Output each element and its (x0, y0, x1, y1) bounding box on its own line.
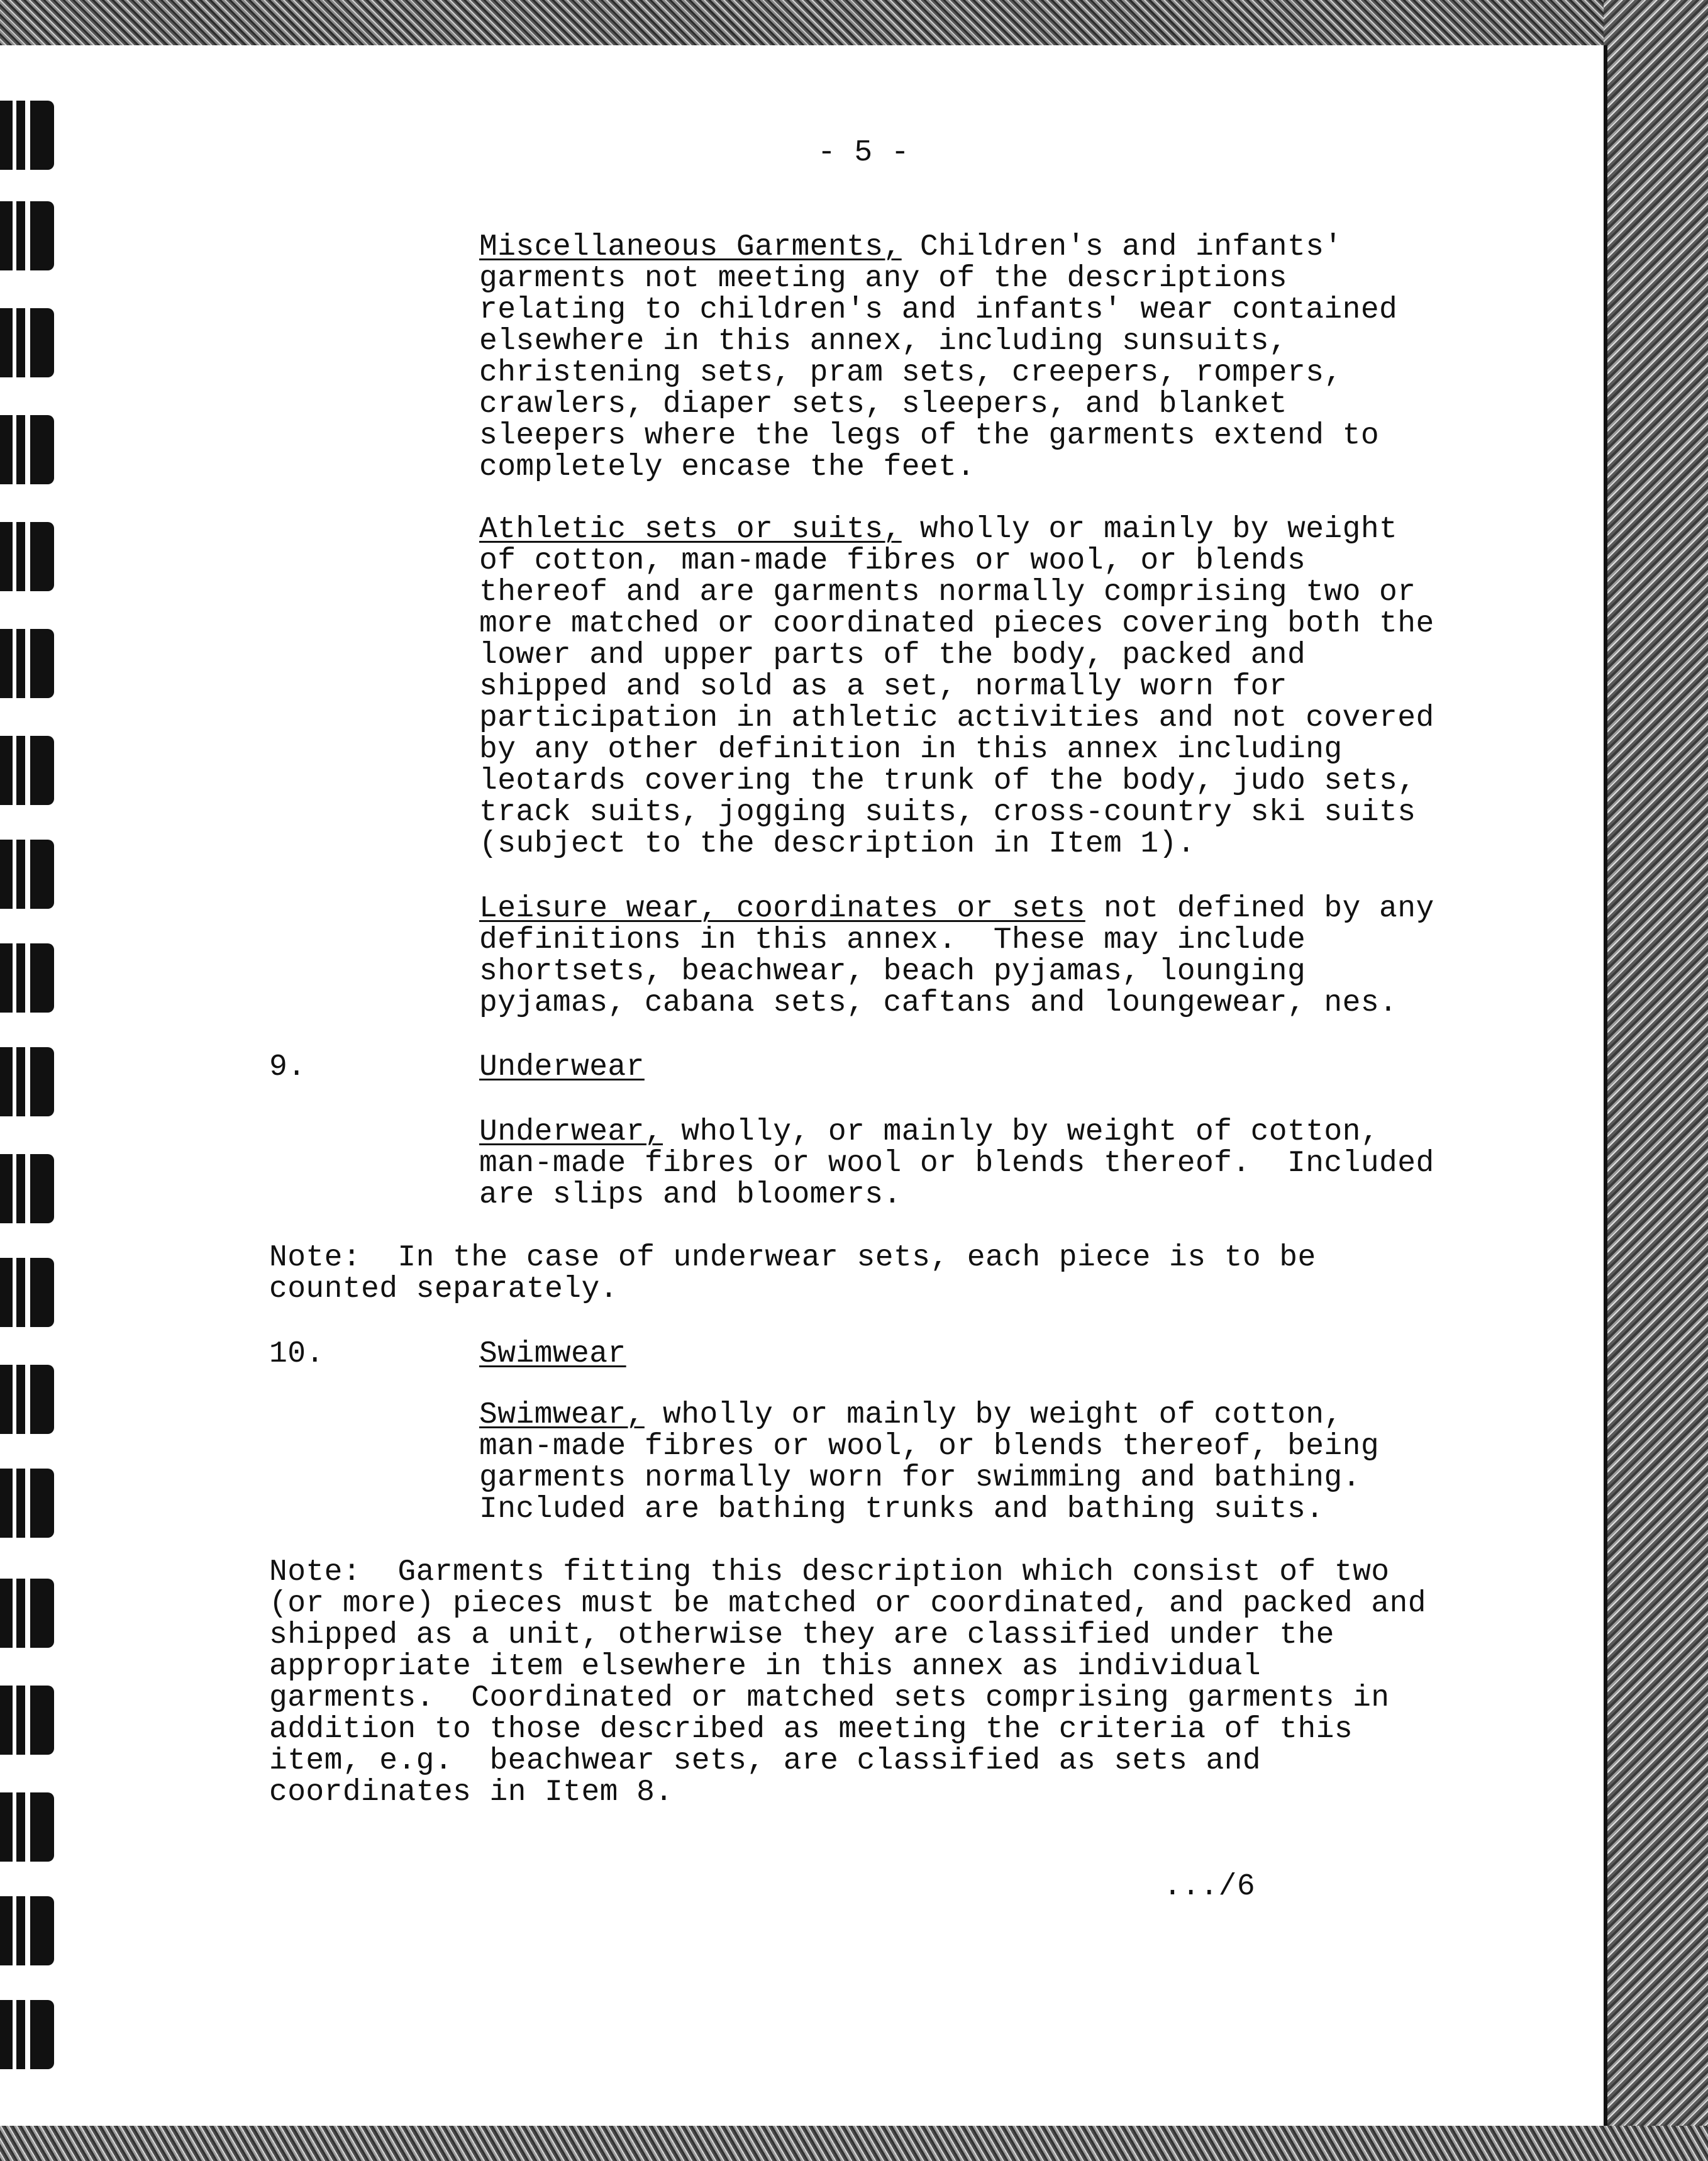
section-line: (subject to the description in Item 1). (479, 827, 1195, 861)
binding-ring (0, 1686, 54, 1755)
binding-ring (0, 629, 54, 698)
binding-ring (0, 415, 54, 484)
binding-ring (0, 2000, 54, 2069)
binding-ring (0, 101, 54, 170)
section-line: by any other definition in this annex including (479, 733, 1343, 767)
section-line: shipped and sold as a set, normally worn for (479, 670, 1288, 704)
item-title: Underwear (479, 1050, 645, 1084)
section-first-line (479, 514, 1397, 545)
binding-ring (0, 308, 54, 377)
section-line: man-made fibres or wool, or blends thereof, being (479, 1430, 1380, 1464)
binding-ring (0, 201, 54, 270)
continuation-marker: .../6 (1163, 1870, 1256, 1904)
section-first-line (479, 231, 1343, 263)
section-line: definitions in this annex. These may include (479, 923, 1306, 957)
note-line: addition to those described as meeting the criteria of this (269, 1713, 1353, 1747)
section-line: man-made fibres or wool or blends thereof. Included (479, 1147, 1434, 1180)
section-heading: Swimwear, (479, 1398, 645, 1432)
section-text: wholly or mainly by weight of cotton, (644, 1398, 1343, 1432)
note-line: shipped as a unit, otherwise they are classified under the (269, 1618, 1334, 1652)
binding-ring (0, 1792, 54, 1862)
section-first-line (479, 1116, 1379, 1148)
section-line: sleepers where the legs of the garments extend to (479, 419, 1380, 453)
section-line: participation in athletic activities and not covered (479, 701, 1434, 735)
binding-ring (0, 1579, 54, 1648)
section-first-line (479, 1399, 1343, 1431)
section-text: wholly, or mainly by weight of cotton, (663, 1115, 1380, 1149)
section-line: crawlers, diaper sets, sleepers, and blanket (479, 387, 1288, 421)
note-line: appropriate item elsewhere in this annex as individual (269, 1650, 1262, 1684)
section-heading: Athletic sets or suits, (479, 513, 902, 547)
section-heading: Underwear, (479, 1115, 663, 1149)
section-line: thereof and are garments normally comprising two or (479, 575, 1416, 609)
section-heading: Miscellaneous Garments, (479, 230, 902, 264)
section-line: pyjamas, cabana sets, caftans and loungewear, nes. (479, 986, 1398, 1020)
section-text: wholly or mainly by weight (901, 513, 1398, 547)
note-line: Note: In the case of underwear sets, each piece is to be (269, 1241, 1316, 1275)
binding-ring (0, 1365, 54, 1434)
item-title: Swimwear (479, 1337, 626, 1371)
binding-ring (0, 1469, 54, 1538)
note-line: item, e.g. beachwear sets, are classified as sets and (269, 1744, 1262, 1778)
binding-ring (0, 943, 54, 1013)
scan-border-top (0, 0, 1708, 45)
note-line: (or more) pieces must be matched or coordinated, and packed and (269, 1587, 1426, 1621)
section-first-line (479, 893, 1434, 925)
item-number: 10. (269, 1337, 324, 1371)
section-line: shortsets, beachwear, beach pyjamas, lounging (479, 955, 1306, 989)
section-line: track suits, jogging suits, cross-country ski suits (479, 796, 1416, 830)
section-line: more matched or coordinated pieces covering both the (479, 607, 1434, 641)
binding-ring (0, 1896, 54, 1965)
scan-border-bottom (0, 2126, 1708, 2161)
note-line: counted separately. (269, 1272, 618, 1306)
binding-ring (0, 1047, 54, 1116)
note-line: coordinates in Item 8. (269, 1775, 674, 1809)
section-line: lower and upper parts of the body, packed and (479, 638, 1306, 672)
binding-ring (0, 1258, 54, 1327)
binding-ring (0, 736, 54, 805)
note-line: Note: Garments fitting this description which consist of two (269, 1555, 1390, 1589)
note-line: garments. Coordinated or matched sets comprising garments in (269, 1681, 1390, 1715)
binding-ring (0, 1154, 54, 1223)
scan-border-right (1604, 0, 1708, 2161)
section-line: are slips and bloomers. (479, 1178, 902, 1212)
section-line: garments normally worn for swimming and bathing. (479, 1461, 1361, 1495)
page-number: - 5 - (818, 136, 910, 170)
section-text: not defined by any (1085, 892, 1434, 926)
binding-ring (0, 522, 54, 591)
section-line: Included are bathing trunks and bathing suits. (479, 1492, 1324, 1526)
section-line: completely encase the feet. (479, 450, 975, 484)
section-line: leotards covering the trunk of the body, judo sets, (479, 764, 1416, 798)
section-line: elsewhere in this annex, including sunsuits, (479, 325, 1288, 358)
section-line: christening sets, pram sets, creepers, rompers, (479, 356, 1343, 390)
section-text: Children's and infants' (901, 230, 1343, 264)
section-line: relating to children's and infants' wear contained (479, 293, 1398, 327)
spiral-binding (0, 0, 69, 2161)
item-number: 9. (269, 1050, 306, 1084)
section-line: of cotton, man-made fibres or wool, or blends (479, 544, 1306, 578)
section-heading: Leisure wear, coordinates or sets (479, 892, 1085, 926)
section-line: garments not meeting any of the descriptions (479, 262, 1288, 296)
binding-ring (0, 840, 54, 909)
